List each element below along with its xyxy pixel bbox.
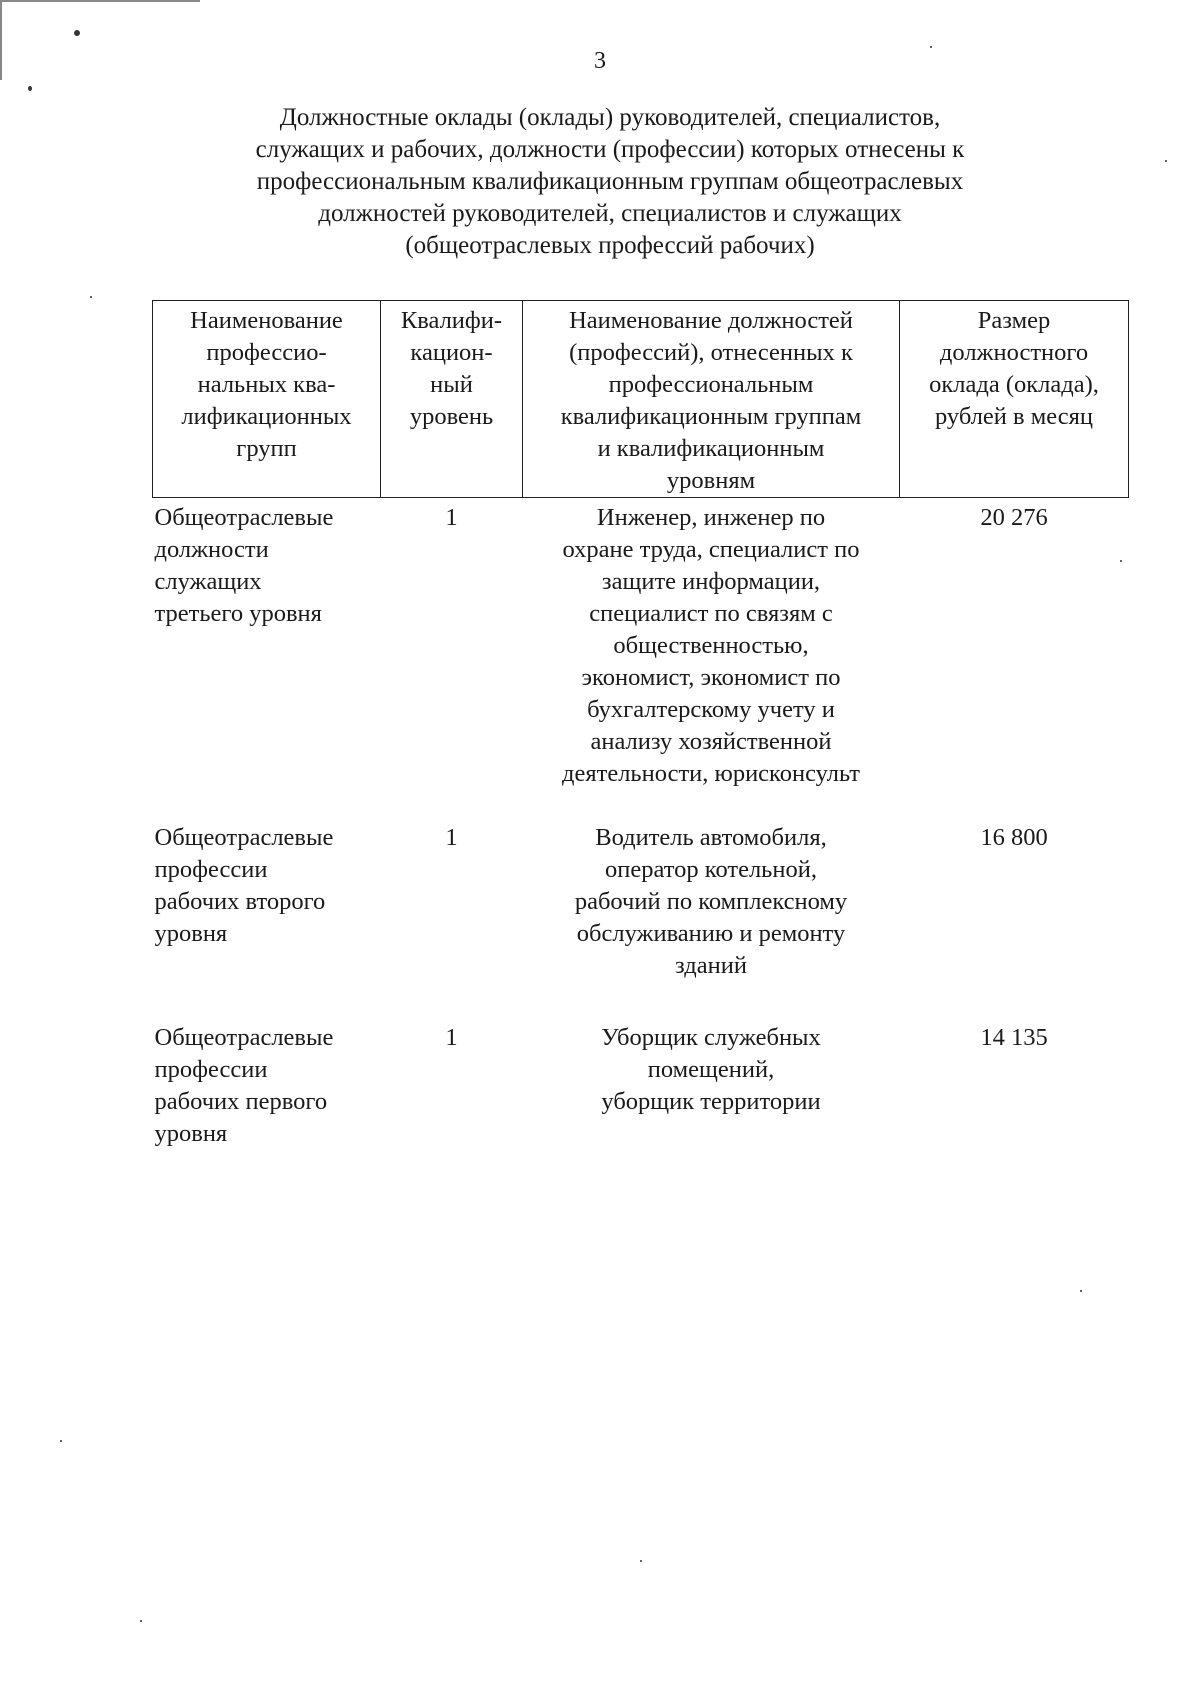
scan-speck bbox=[28, 86, 32, 91]
positions-cell: Уборщик служебных помещений, уборщик территории bbox=[601, 1024, 821, 1115]
table-row bbox=[153, 1022, 1129, 1150]
scan-speck bbox=[1080, 1290, 1082, 1292]
salary-cell: 14 135 bbox=[980, 1024, 1048, 1051]
table-row bbox=[153, 498, 1129, 823]
title-line: должностей руководителей, специалистов и служащих bbox=[318, 200, 902, 227]
table-header-row bbox=[153, 301, 1129, 498]
scan-speck bbox=[90, 296, 92, 298]
scan-speck bbox=[1165, 160, 1167, 162]
header-group-name: Наименование профессио- нальных ква- лификационных групп bbox=[153, 301, 381, 498]
scan-edge bbox=[0, 0, 200, 2]
salary-cell: 16 800 bbox=[980, 824, 1048, 851]
scan-speck bbox=[1120, 560, 1122, 562]
salary-table bbox=[152, 300, 1129, 1150]
page-number: 3 bbox=[594, 48, 606, 74]
scan-speck bbox=[640, 1560, 642, 1562]
table-row bbox=[153, 822, 1129, 1022]
document-title bbox=[180, 102, 1040, 262]
title-line: (общеотраслевых профессий рабочих) bbox=[405, 232, 815, 259]
title-line: служащих и рабочих, должности (профессии) которых отнесены к bbox=[255, 136, 965, 163]
group-cell: Общеотраслевые должности служащих третьего уровня bbox=[154, 504, 334, 627]
title-line: Должностные оклады (оклады) руководителей, специалистов, bbox=[279, 104, 941, 131]
salary-cell: 20 276 bbox=[980, 504, 1048, 531]
header-positions: Наименование должностей (профессий), отнесенных к профессиональным квалификационным группам и квалификационным уровням bbox=[523, 301, 900, 498]
scan-speck bbox=[140, 1620, 142, 1622]
group-cell: Общеотраслевые профессии рабочих первого уровня bbox=[154, 1024, 334, 1147]
header-qualification-level: Квалифи- кацион- ный уровень bbox=[381, 301, 523, 498]
header-salary: Размер должностного оклада (оклада), рублей в месяц bbox=[900, 301, 1129, 498]
level-cell: 1 bbox=[445, 1024, 458, 1051]
scan-speck bbox=[930, 46, 932, 48]
scan-speck bbox=[74, 30, 80, 36]
positions-cell: Водитель автомобиля, оператор котельной, рабочий по комплексному обслуживанию и ремонту зданий bbox=[574, 824, 848, 979]
level-cell: 1 bbox=[445, 504, 458, 531]
scan-speck bbox=[60, 1440, 62, 1442]
group-cell: Общеотраслевые профессии рабочих второго уровня bbox=[154, 824, 334, 947]
level-cell: 1 bbox=[445, 824, 458, 851]
title-line: профессиональным квалификационным группам общеотраслевых bbox=[256, 168, 964, 195]
positions-cell: Инженер, инженер по охране труда, специалист по защите информации, специалист по связям с общественностью, экономист, экономист по бухгалтерскому учету и анализу хозяйственной деятельности, юрисконсульт bbox=[562, 504, 860, 787]
